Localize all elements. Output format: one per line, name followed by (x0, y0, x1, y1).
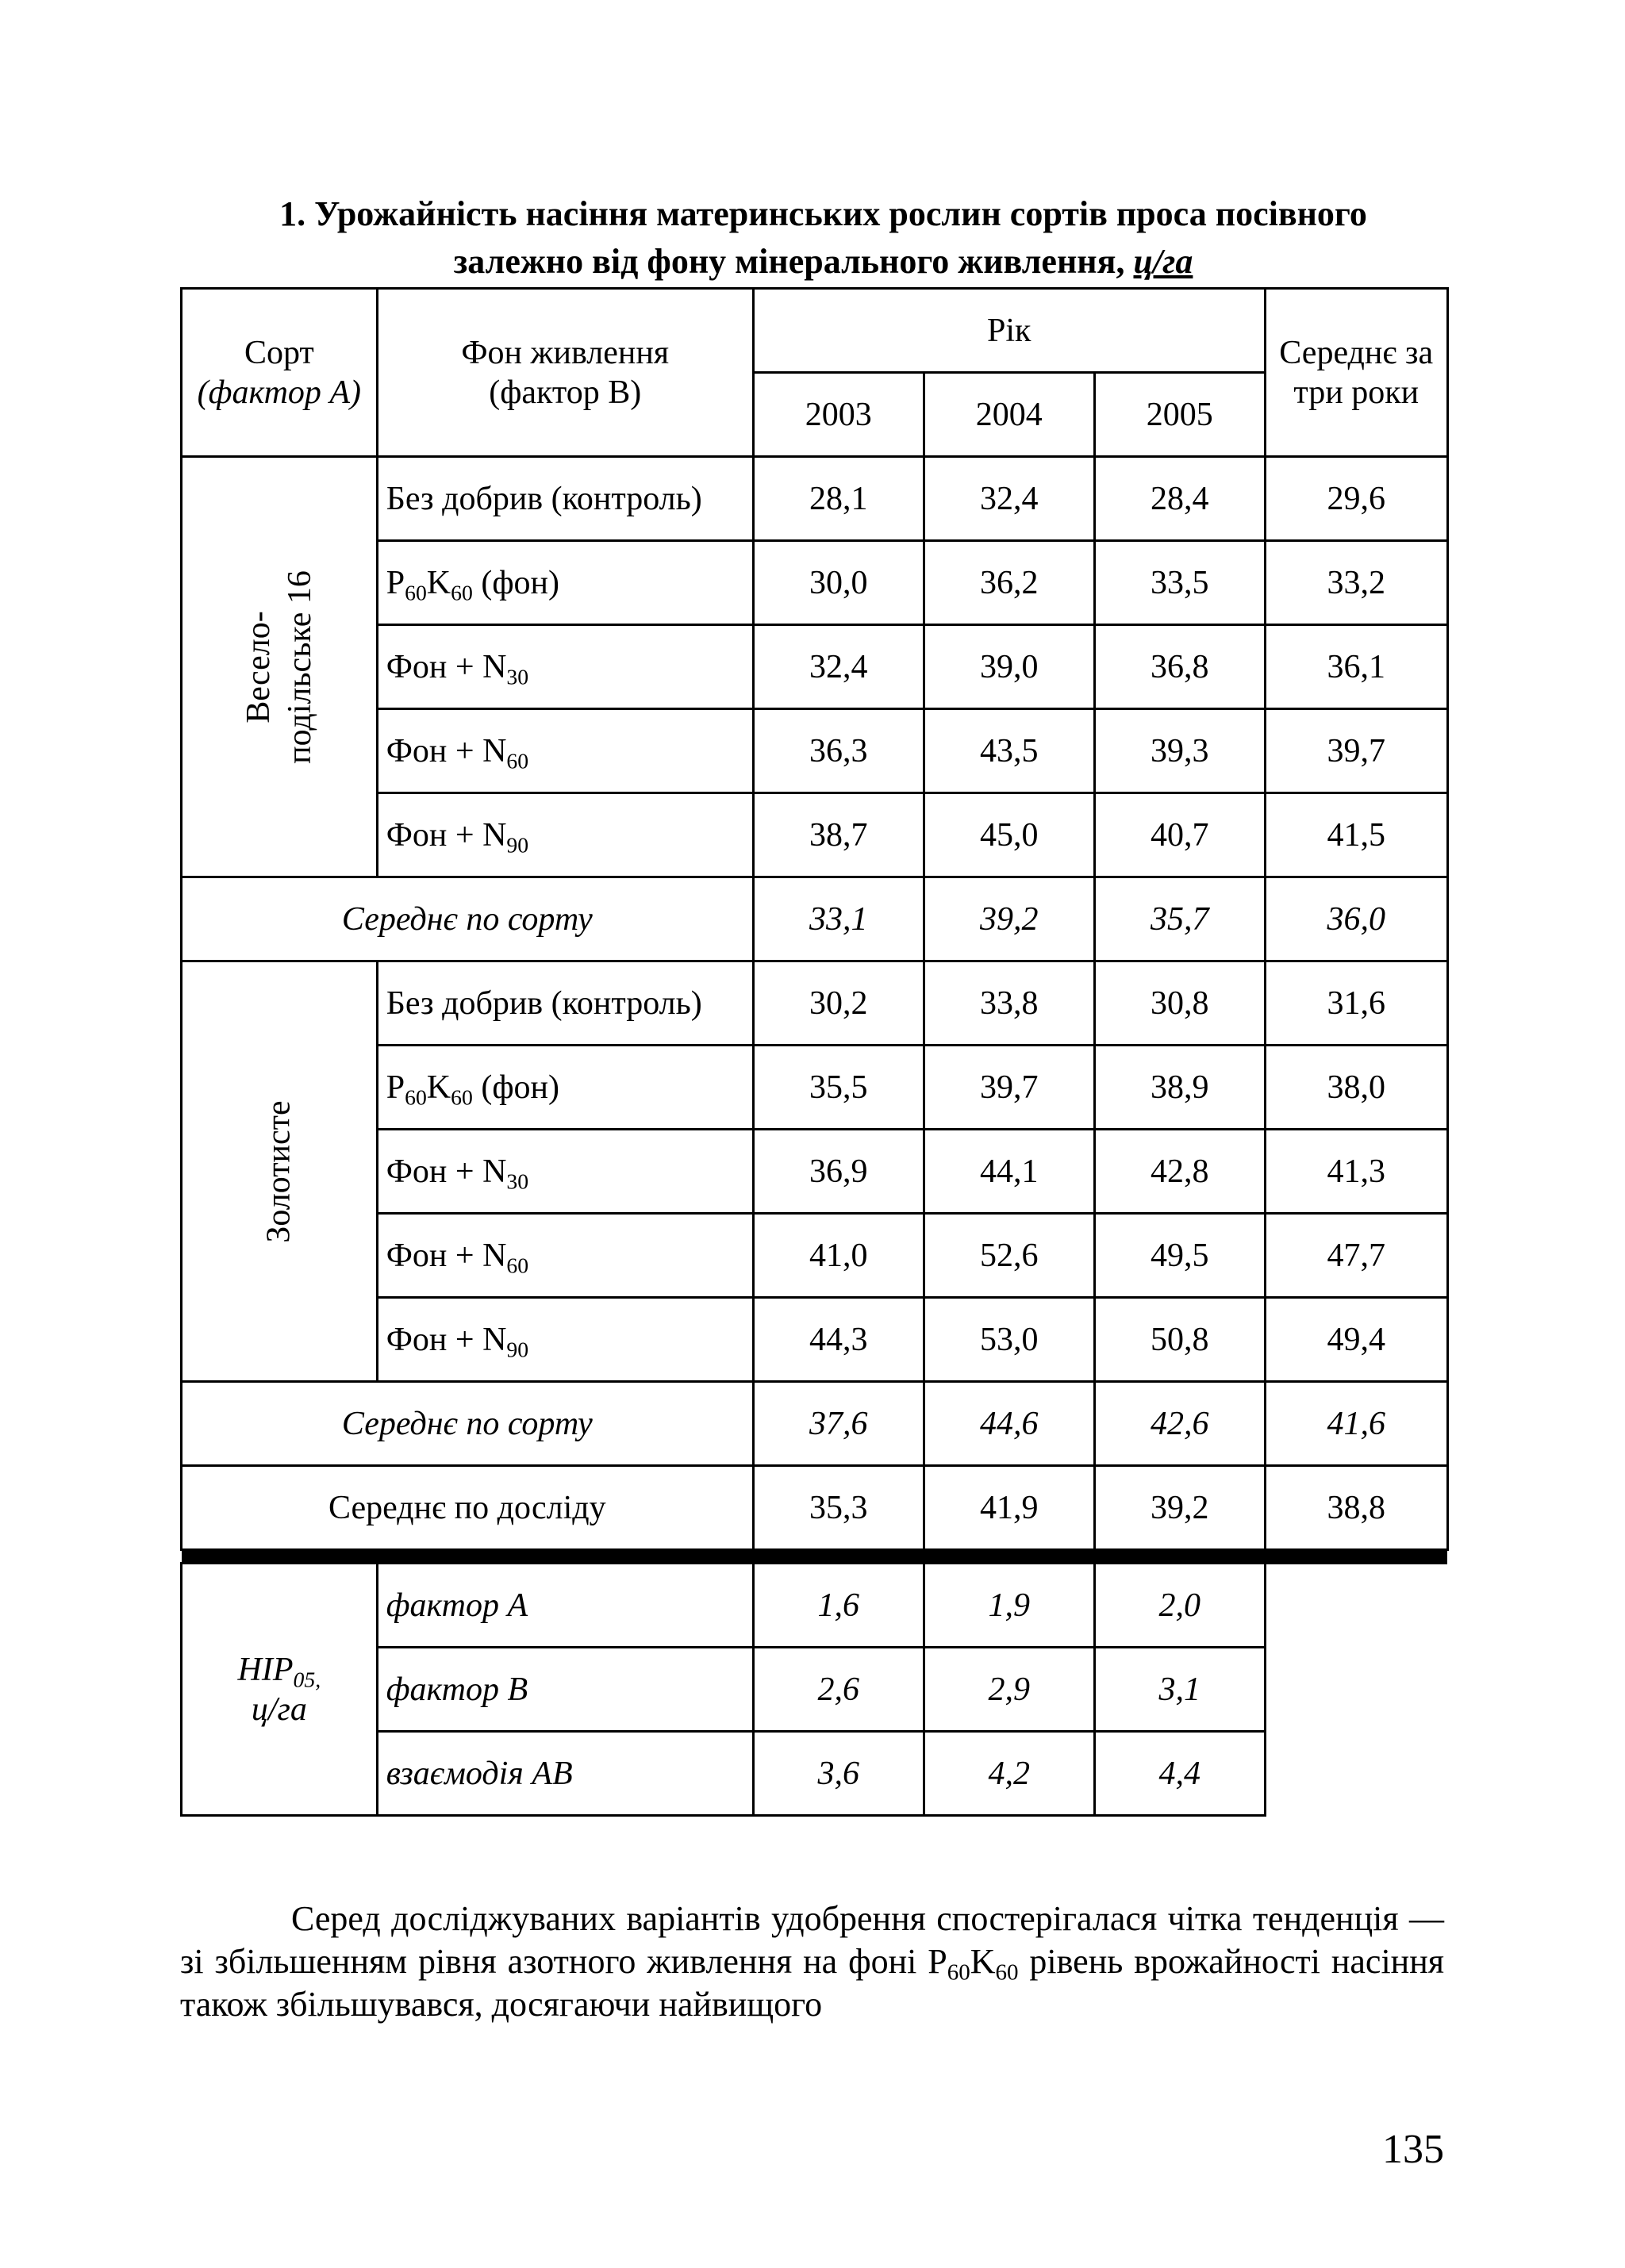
value-cell: 37,6 (753, 1382, 924, 1466)
variety-average-label: Середнє по сорту (182, 1382, 754, 1466)
hir-factor-a: фактор А (377, 1564, 753, 1648)
value-cell: 49,5 (1094, 1214, 1265, 1298)
title-line-2 (119, 238, 1527, 286)
value-cell: 30,0 (753, 541, 924, 625)
treatment-control: Без добрив (контроль) (377, 961, 753, 1046)
treatment-n90: Фон + $N_{90}$ (377, 793, 753, 877)
value-cell: 33,5 (1094, 541, 1265, 625)
value-cell: 38,7 (753, 793, 924, 877)
value-cell: 36,8 (1094, 625, 1265, 709)
value-cell: 36,1 (1265, 625, 1447, 709)
value-cell: 2,0 (1094, 1564, 1265, 1648)
header-sort (182, 289, 378, 457)
yield-table (180, 287, 1449, 1817)
value-cell: 30,8 (1094, 961, 1265, 1046)
header-avg-line1: Середнє за (1279, 334, 1434, 371)
body-paragraph: Серед досліджуваних варіантів удобрення спостерігалася чітка тенденція — зі збільшенням рівня азотного живлення на фоні $P_{60}K_{60}$ рівень врожайності насіння також збільшувався, досягаючи найвищого (180, 1899, 1444, 2024)
value-cell: 36,0 (1265, 877, 1447, 961)
header-avg-line2: три роки (1293, 374, 1419, 411)
value-cell: 3,1 (1094, 1648, 1265, 1732)
value-cell: 36,3 (753, 709, 924, 793)
variety-1-name-rotated (238, 570, 321, 764)
value-cell: 39,7 (1265, 709, 1447, 793)
header-fon-factor: (фактор В) (489, 374, 642, 411)
value-cell: 1,9 (924, 1564, 1094, 1648)
value-cell: 42,6 (1094, 1382, 1265, 1466)
value-cell: 36,2 (924, 541, 1094, 625)
value-cell: 36,9 (753, 1130, 924, 1214)
header-fon (377, 289, 753, 457)
value-cell: 41,6 (1265, 1382, 1447, 1466)
value-cell: 3,6 (753, 1732, 924, 1816)
table-separator (182, 1550, 1448, 1564)
header-sort-label: Сорт (244, 334, 314, 371)
header-avg (1265, 289, 1447, 457)
value-cell: 41,5 (1265, 793, 1447, 877)
value-cell: 35,3 (753, 1466, 924, 1550)
header-sort-factor: (фактор А) (197, 374, 362, 411)
value-cell: 4,4 (1094, 1732, 1265, 1816)
header-fon-label: Фон живлення (461, 334, 670, 371)
empty-cell (1265, 1732, 1447, 1816)
empty-cell (1265, 1648, 1447, 1732)
value-cell: 28,4 (1094, 457, 1265, 541)
value-cell: 43,5 (924, 709, 1094, 793)
title-line-1: 1. Урожайність насіння материнських рослин сортів проса посівного (279, 194, 1367, 233)
value-cell: 38,9 (1094, 1046, 1265, 1130)
value-cell: 45,0 (924, 793, 1094, 877)
value-cell: 33,1 (753, 877, 924, 961)
variety-average-label: Середнє по сорту (182, 877, 754, 961)
hir-row (182, 1564, 1448, 1648)
value-cell: 39,2 (924, 877, 1094, 961)
value-cell: 2,6 (753, 1648, 924, 1732)
treatment-fon: $P_{60}K_{60}$ (фон) (377, 1046, 753, 1130)
value-cell: 44,6 (924, 1382, 1094, 1466)
header-year-group: Рік (753, 289, 1265, 373)
value-cell: 44,1 (924, 1130, 1094, 1214)
separator-line (182, 1550, 1448, 1564)
treatment-control: Без добрив (контроль) (377, 457, 753, 541)
empty-cell (1265, 1564, 1447, 1648)
value-cell: 39,0 (924, 625, 1094, 709)
value-cell: 47,7 (1265, 1214, 1447, 1298)
variety-2-average-row (182, 1382, 1448, 1466)
hir-factor-b: фактор В (377, 1648, 753, 1732)
value-cell: 38,8 (1265, 1466, 1447, 1550)
treatment-n90: Фон + $N_{90}$ (377, 1298, 753, 1382)
value-cell: 35,7 (1094, 877, 1265, 961)
value-cell: 41,0 (753, 1214, 924, 1298)
value-cell: 35,5 (753, 1046, 924, 1130)
header-year: 2003 (753, 373, 924, 457)
treatment-n60: Фон + $N_{60}$ (377, 1214, 753, 1298)
value-cell: 39,2 (1094, 1466, 1265, 1550)
value-cell: 1,6 (753, 1564, 924, 1648)
treatment-n30: Фон + $N_{30}$ (377, 625, 753, 709)
value-cell: 38,0 (1265, 1046, 1447, 1130)
header-year: 2005 (1094, 373, 1265, 457)
value-cell: 28,1 (753, 457, 924, 541)
table-row (182, 457, 1448, 541)
value-cell: 52,6 (924, 1214, 1094, 1298)
variety-2-name-line: Золотисте (260, 1099, 298, 1243)
table-title (119, 190, 1527, 286)
hir-label (182, 1564, 378, 1816)
value-cell: 4,2 (924, 1732, 1094, 1816)
title-line-2-text: залежно від фону мінерального живлення, (453, 242, 1134, 281)
value-cell: 49,4 (1265, 1298, 1447, 1382)
value-cell: 50,8 (1094, 1298, 1265, 1382)
value-cell: 53,0 (924, 1298, 1094, 1382)
value-cell: 32,4 (753, 625, 924, 709)
variety-1-name (182, 457, 378, 877)
hir-interaction: взаємодія АВ (377, 1732, 753, 1816)
value-cell: 31,6 (1265, 961, 1447, 1046)
header-year: 2004 (924, 373, 1094, 457)
variety-2-name (182, 961, 378, 1382)
value-cell: 40,7 (1094, 793, 1265, 877)
value-cell: 42,8 (1094, 1130, 1265, 1214)
value-cell: 33,8 (924, 961, 1094, 1046)
value-cell: 32,4 (924, 457, 1094, 541)
value-cell: 39,3 (1094, 709, 1265, 793)
page-number: 135 (1382, 2127, 1444, 2172)
value-cell: 39,7 (924, 1046, 1094, 1130)
title-unit: ц/га (1133, 242, 1193, 281)
variety-1-name-line1: Весело- (240, 610, 277, 723)
value-cell: 29,6 (1265, 457, 1447, 541)
treatment-n60: Фон + $N_{60}$ (377, 709, 753, 793)
value-cell: 30,2 (753, 961, 924, 1046)
variety-2-name-rotated (259, 1100, 300, 1242)
table-row (182, 961, 1448, 1046)
value-cell: 41,9 (924, 1466, 1094, 1550)
value-cell: 33,2 (1265, 541, 1447, 625)
hir-unit: ц/га (251, 1690, 307, 1728)
header-row-1 (182, 289, 1448, 373)
value-cell: 41,3 (1265, 1130, 1447, 1214)
treatment-fon: $P_{60}K_{60}$ (фон) (377, 541, 753, 625)
experiment-average-label: Середнє по досліду (182, 1466, 754, 1550)
variety-1-name-line2: подільське 16 (281, 570, 318, 764)
variety-1-average-row (182, 877, 1448, 961)
treatment-n30: Фон + $N_{30}$ (377, 1130, 753, 1214)
hir-label-line1: $НІР_{05,}$ (237, 1651, 321, 1691)
value-cell: 44,3 (753, 1298, 924, 1382)
value-cell: 2,9 (924, 1648, 1094, 1732)
experiment-average-row (182, 1466, 1448, 1550)
